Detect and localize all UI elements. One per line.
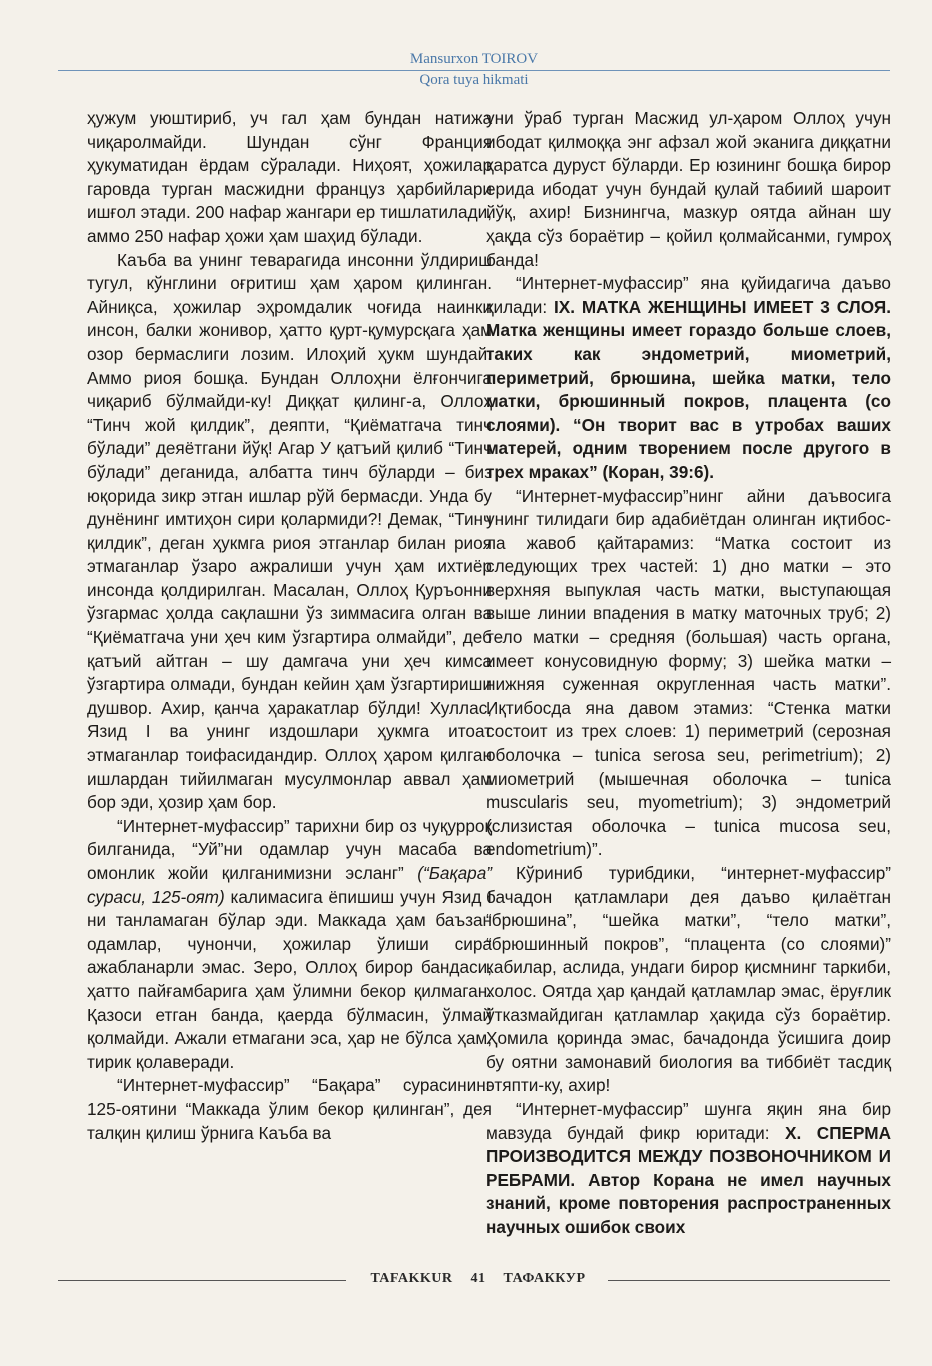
paragraph-text: калимасига ёпишиш учун Язид I ни танламаган бўлар эди. Маккада ҳам баъзан одамлар, чунончи, ҳожилар ўлиши сира ажабланарли эмас. Зеро, Оллоҳ бирор бандаси, ҳатто пайғамбарига ҳам ўлимни бекор қилмаган. Қазоси етган банда, қаерда бўлмасин, ўлмай қолмайди. Ажали етмагани эса, ҳар не бўлса ҳам, тирик қолаверади. xyxy=(87,886,492,1072)
paragraph-text: “Интернет-муфассир” шунга яқин яна бир мавзуда бундай фикр юритади: xyxy=(486,1098,891,1143)
paragraph-text: “Интернет-муфассир” тарихни бир оз чуқурроқ билганида, “Уй”ни одамлар учун масаба ва омонлик жойи қилганимизни эсланг” xyxy=(87,815,492,883)
left-column xyxy=(87,107,492,1145)
quoted-claim: X. СПЕРМА ПРОИЗВОДИТСЯ МЕЖДУ ПОЗВОНОЧНИКОМ И РЕБРАМИ. Автор Корана не имел научных знаний, кроме повторения распространенных научных ошибок своих xyxy=(486,1122,891,1237)
running-header xyxy=(58,50,890,90)
paragraph xyxy=(87,815,492,1075)
paragraph: Кўриниб турибдики, “интернет-муфассир” бачадон қатламлари дея даъво қилаётган “брюшина”, “шейка матки”, “тело матки”, “брюшинный покров”, “плацента (со слоями)” кабилар, аслида, ундаги бирор қисмнинг таркиби, холос. Оятда ҳар қандай қатламлар эмас, ёруғлик ўтказмайдиган қатламлар ҳақида сўз бораётир. Ҳомила қоринда эмас, бачадонда ўсишига доир бу оятни замонавий биология ва тиббиёт тасдиқ этяпти-ку, ахир! xyxy=(486,863,891,1096)
paragraph xyxy=(486,1098,891,1240)
paragraph: ҳужум уюштириб, уч гал ҳам бундан натижа чиқаролмайди. Шундан сўнг Франция ҳукуматидан ёрдам сўралади. Ниҳоят, ҳожилар гаровда турган масжидни француз ҳарбийлари ишғол этади. 200 нафар жангари ер тишлатилади, аммо 250 нафар ҳожи ҳам шаҳид бўлади. xyxy=(87,108,492,246)
paragraph xyxy=(486,272,891,484)
footer-rule-left xyxy=(58,1280,346,1281)
header-author: Mansurxon TOIROV xyxy=(409,51,539,67)
paragraph: Каъба ва унинг теварагида инсонни ўлдириш тугул, кўнглини оғритиш ҳам ҳаром қилинган. Айниқса, ҳожилар эҳромдалик чоғида наинки инсон, балки жонивор, ҳатто қурт-қумурсқага ҳам озор бермаслиги лозим. Илоҳий ҳукм шундай. Аммо риоя бошқа. Бундан Оллоҳни ёлғончига чиқариб бўлмайди-ку! Диққат қилинг-а, Оллоҳ “Тинч жой қилдик”, деяпти, “Қиёматгача тинч бўлади” деяётгани йўқ! Агар У қатъий қилиб “Тинч бўлади” деганида, албатта тинч бўларди – биз юқорида зикр этган ишлар рўй бермасди. Унда бу дунёнинг имтиҳон сири қолармиди?! Демак, “Тинч қилдик”, деган ҳукмга риоя этганлар билан риоя этмаганлар ўзаро ажралиши учун ҳам ихтиёр инсонда қолдирилган. Масалан, Оллоҳ Қуръонни ўзгармас ҳолда сақлашни ўз зиммасига олган ва “Қиёматгача уни ҳеч ким ўзгартира олмайди”, деб қатъий айтган – шу дамгача уни ҳеч кимса ўзгартира олмади, бундан кейин ҳам ўзгартириши душвор. Ахир, қанча ҳаракатлар бўлди! Хуллас, Язид I ва унинг издошлари ҳукмга итоат этмаганлар тоифасидандир. Оллоҳ ҳаром қилган ишлардан тийилмаган мусулмонлар аввал ҳам бор эди, ҳозир ҳам бор. xyxy=(87,249,492,813)
paragraph: “Интернет-муфассир” “Бақара” сурасининг 125-оятини “Маккада ўлим бекор қилинган”, дея талқин қилиш ўрнига Каъба ва xyxy=(87,1075,492,1143)
footer-magazine-latin: TAFAKKUR xyxy=(370,1271,453,1286)
right-column xyxy=(486,107,891,1240)
footer-text xyxy=(356,1271,600,1287)
paragraph: “Интернет-муфассир”нинг айни даъвосига унинг тилидаги бир адабиётдан олинган иқтибос-ла жавоб қайтарамиз: “Матка состоит из следующих трех частей: 1) дно матки – это верхняя выпуклая часть матки, выступающая выше линии впадения в матку маточных труб; 2) тело матки – средняя (большая) часть органа, имеет конусовидную форму; 3) шейка матки – нижняя суженная округленная часть матки”. Иқтибосда яна давом этамиз: “Стенка матки состоит из трех слоев: 1) периметрий (серозная оболочка – tunica serosa seu, perimetrium); 2) миометрий (мышечная оболочка – tunica muscularis seu, myometrium); 3) эндометрий (слизистая оболочка – tunica mucosa seu, endometrium)”. xyxy=(486,485,891,860)
quoted-claim: IX. МАТКА ЖЕНЩИНЫ ИМЕЕТ 3 СЛОЯ. Матка женщины имеет гораздо больше слоев, таких как эндометрий, миометрий, периметрий, брюшина, шейка матки, тело матки, брюшинный покров, плацента (со слоями). “Он творит вас в утробах ваших матерей, одним творением после другого в трех мраках” (Коран, 39:6). xyxy=(486,296,892,482)
paragraph: уни ўраб турган Масжид ул-ҳаром Оллоҳ учун ибодат қилмоққа энг афзал жой эканига диққатни қаратса дуруст бўларди. Ер юзининг бошқа бирор ерида ибодат учун бундай қулай табиий шароит йўқ, ахир! Бизнингча, мазкур оятда айнан шу ҳақда сўз бораётир – қойил қолмайсанми, гумроҳ банда! xyxy=(486,108,891,270)
paragraph-text: “Интернет-муфассир” яна қуйидагича даъво қилади: xyxy=(486,273,891,317)
quran-reference: (“Бақара” сураси, 125-оят) xyxy=(87,863,492,907)
page-footer xyxy=(58,1268,890,1292)
header-title: Qora tuya hikmati xyxy=(419,72,529,88)
page-number: 41 xyxy=(470,1271,486,1286)
footer-rule-right xyxy=(608,1280,890,1281)
footer-magazine-cyrillic: ТАФАККУР xyxy=(503,1271,586,1286)
